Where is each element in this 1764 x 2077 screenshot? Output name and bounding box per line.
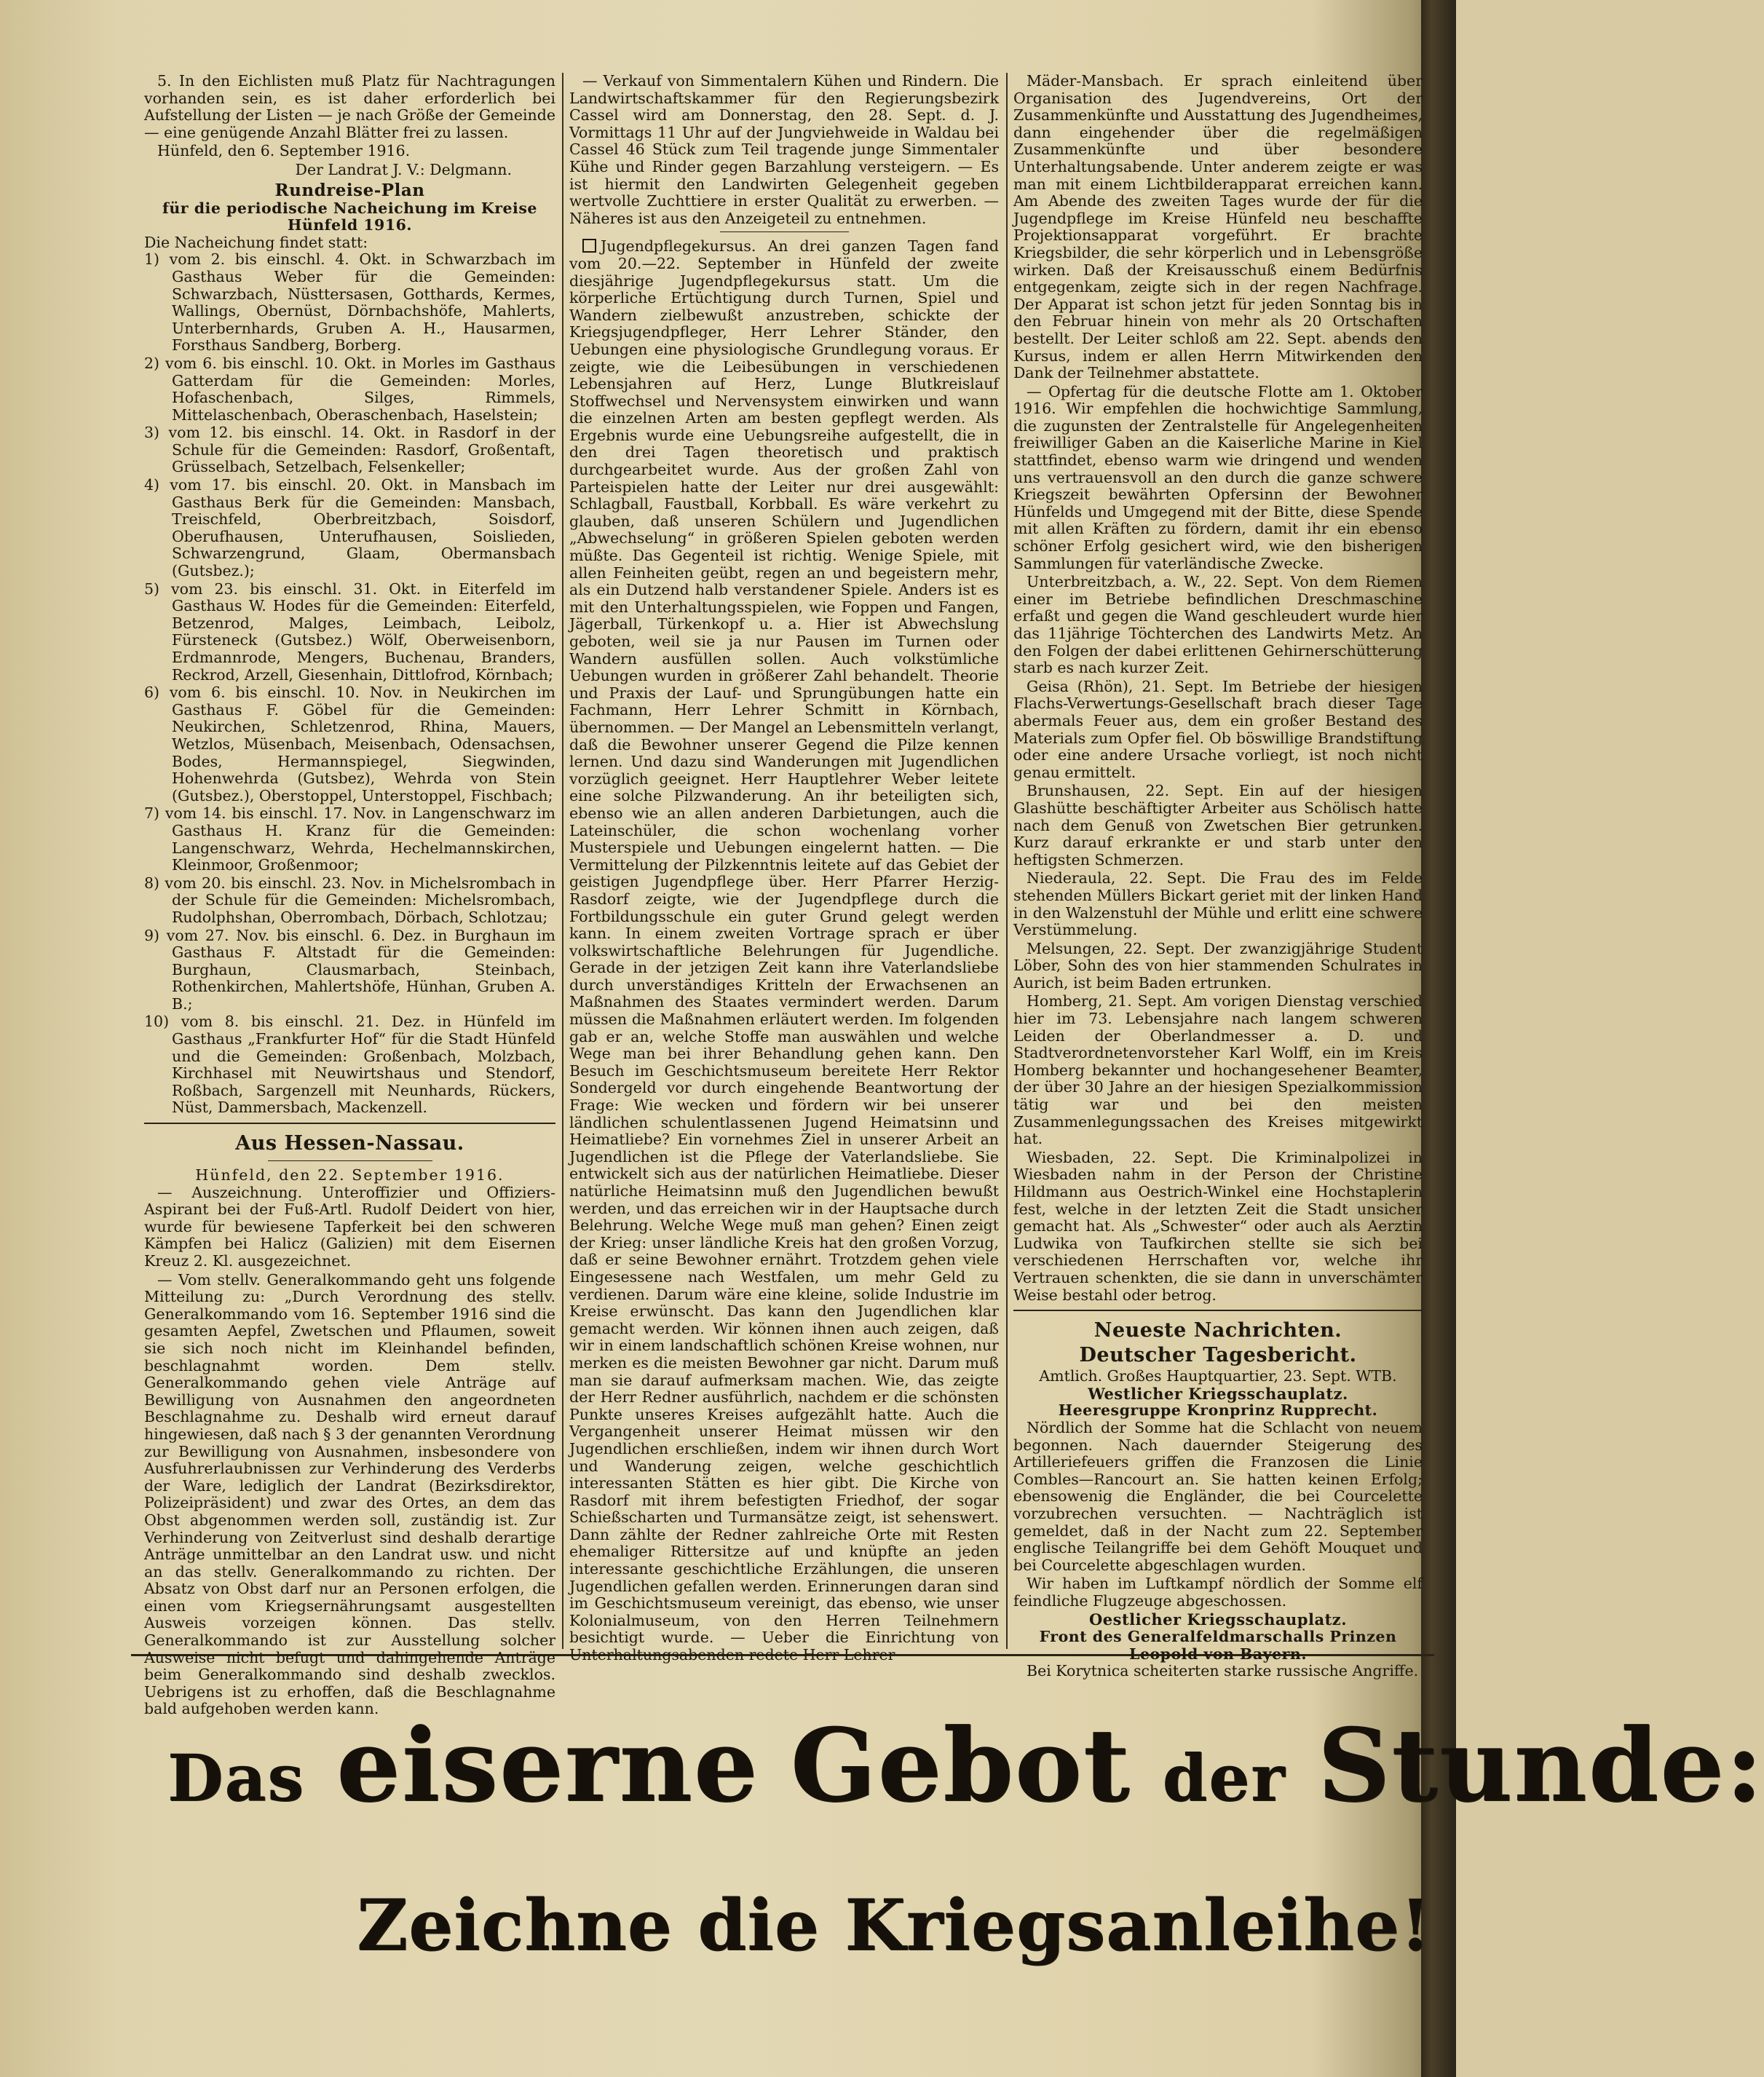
column-3 (1013, 72, 1423, 1680)
rundreise-intro: Die Nacheichung findet statt: (144, 233, 368, 251)
column-rule (1006, 73, 1008, 1649)
west-paragraph-2: Wir haben im Luftkampf nördlich der Somme elf feindliche Flugzeuge abgeschossen. (1013, 1575, 1423, 1610)
simmentaler-paragraph: — Verkauf von Simmentalern Kühen und Rindern. Die Landwirtschaftskammer für den Regierungsbezirk Cassel wird am Donnerstag, den 28. Sept. d. J. Vormittags 11 Uhr auf der Jungviehweide in Waldau bei Cassel 46 Stück zum Teil tragende junge Simmentaler Kühe und Rinder gegen Barzahlung versteigern. — Es ist hiermit den Landwirten Gelegenheit gegeben wertvolle Zuchttiere in erster Qualität zu erwerben. — Näheres ist aus den Anzeigeteil zu entnehmen. (569, 72, 999, 227)
melsungen-paragraph: Melsungen, 22. Sept. Der zwanzigjährige Student Löber, Sohn des von hier stammenden Schulrates in Aurich, ist beim Baden ertrunken. (1013, 939, 1423, 992)
intro-place-date: Hünfeld, den 6. September 1916. (157, 142, 411, 160)
intro-signature: Der Landrat J. V.: Delgmann. (295, 160, 512, 178)
east-paragraph-1: Bei Korytnica scheiterten starke russische Angriffe. (1027, 1662, 1419, 1680)
list-item: 10) vom 8. bis einschl. 21. Dez. in Hünfeld im Gasthaus „Frankfurter Hof“ für die Stadt Hünfeld und die Gemeinden: Großenbach, Molzbach, Kirchhasel mit Neuwirtshaus und Stendorf, Roßbach, Sargenzell mit Neunhards, Rückers, Nüst, Dammersbach, Mackenzell. (144, 1013, 555, 1117)
hessen-dateline: Hünfeld, den 22. September 1916. (195, 1166, 505, 1184)
list-item: 6) vom 6. bis einschl. 10. Nov. in Neukirchen im Gasthaus F. Göbel für die Gemeinden: Neukirchen, Schletzenrod, Rhina, Mauers, Wetzlos, Müsenbach, Meisenbach, Odensachsen, Bodes, Hermannspiegel, Siegwinden, Hohenwehrda (Gutsbez), Wehrda von Stein (Gutsbez.), Oberstoppel, Unterstoppel, Fischbach; (144, 684, 555, 804)
list-item: 7) vom 14. bis einschl. 17. Nov. in Langenschwarz im Gasthaus H. Kranz für die Gemeinden: Langenschwarz, Wehrda, Hechelmannskirchen, Kleinmoor, Großenmoor; (144, 804, 555, 874)
jugendpflegekursus-paragraph (569, 238, 999, 1663)
wiesbaden-paragraph: Wiesbaden, 22. Sept. Die Kriminalpolizei in Wiesbaden nahm in der Person der Christine Hildmann aus Oestrich-Winkel eine Hochstaplerin fest, welche in der letzten Zeit die Stadt unsicher gemacht hat. Als „Schwester“ oder auch als Aerztin Ludwika von Taufkirchen stellte sie sich bei verschiedenen Herrschaften vor, welche ihr Vertrauen schenkten, die sie dann in unverschämter Weise bestahl oder betrog. (1013, 1148, 1423, 1304)
ad-word: Das (167, 1740, 305, 1816)
unterbreitzbach-paragraph: Unterbreitzbach, a. W., 22. Sept. Von dem Riemen einer im Betriebe befindlichen Dreschmaschine erfaßt und gegen die Wand geschleudert wurde hier das 11jährige Töchterchen des Landwirts Metz. An den Folgen der dabei erlittenen Gehirnerschütterung starb es nach kurzer Zeit. (1013, 573, 1423, 677)
hessen-title: Aus Hessen-Nassau. (235, 1132, 464, 1155)
section-rule (1013, 1310, 1423, 1311)
ad-subline: Zeichne die Kriegsanleihe! (357, 1884, 1432, 1966)
eichlisten-paragraph: 5. In den Eichlisten muß Platz für Nachtragungen vorhanden sein, es ist daher erforderlich bei Aufstellung der Listen — je nach Größe der Gemeinde — eine genügende Anzahl Blätter frei zu lassen. (144, 72, 555, 141)
column-2 (569, 72, 999, 1664)
niederaula-paragraph: Niederaula, 22. Sept. Die Frau des im Felde stehenden Müllers Bickart geriet mit der linken Hand in den Walzenstuhl der Mühle und erlitt eine schwere Verstümmelung. (1013, 869, 1423, 939)
ad-headline (167, 1706, 1764, 1832)
report-dateline: Amtlich. Großes Hauptquartier, 23. Sept. WTB. (1039, 1367, 1397, 1385)
geisa-paragraph: Geisa (Rhön), 21. Sept. Im Betriebe der hiesigen Flachs-Verwertungs-Gesellschaft brach dieser Tage abermals Feuer aus, dem ein großer Bestand des Materials zum Opfer fiel. Ob böswillige Brandstiftung oder eine andere Ursache vorliegt, ist noch nicht genau ermittelt. (1013, 677, 1423, 781)
column-1 (144, 72, 555, 1718)
list-item: 1) vom 2. bis einschl. 4. Okt. in Schwarzbach im Gasthaus Weber für die Gemeinden: Schwarzbach, Nüsttersasen, Gotthards, Kermes, Wallings, Obernüst, Dörnbachshöfe, Mahlerts, Unterbernhards, Gruben A. H., Hausarmen, Forsthaus Sandberg, Borberg. (144, 250, 555, 355)
ad-word: eiserne (336, 1706, 759, 1824)
east-front: Front des Generalfeldmarschalls Prinzen Leopold von Bayern. (1039, 1628, 1397, 1663)
opfertag-paragraph: — Opfertag für die deutsche Flotte am 1. Oktober 1916. Wir empfehlen die hochwichtige Sammlung, die zugunsten der Zentralstelle für Angelegenheiten freiwilliger Gaben an die Kaiserliche Marine in Kiel stattfindet, ebenso warm wie dringend und wenden uns vertrauensvoll an den durch die ganze schwere Kriegszeit bewährten Opfersinn der Bewohner Hünfelds und Umgegend mit der Bitte, diese Spende mit allen Kräften zu fördern, damit ihr ein ebenso schöner Erfolg gesichert wird, wie den bisherigen Sammlungen für vaterländische Zwecke. (1013, 382, 1423, 572)
list-item: 9) vom 27. Nov. bis einschl. 6. Dez. in Burghaun im Gasthaus F. Altstadt für die Gemeinden: Burghaun, Clausmarbach, Steinbach, Rothenkirchen, Mahlertshöfe, Hünhan, Gruben A. B.; (144, 926, 555, 1013)
list-item: 5) vom 23. bis einschl. 31. Okt. in Eiterfeld im Gasthaus W. Hodes für die Gemeinden: Eiterfeld, Betzenrod, Malges, Leimbach, Leibolz, Fürsteneck (Gutsbez.) Wölf, Oberweisenborn, Erdmannrode, Mengers, Buchenau, Branders, Reckrod, Arzell, Giesenhain, Dittlofrod, Körnbach; (144, 579, 555, 684)
list-item: 4) vom 17. bis einschl. 20. Okt. in Mansbach im Gasthaus Berk für die Gemeinden: Mansbach, Treischfeld, Oberbreitzbach, Soisdorf, Oberufhausen, Unterufhausen, Soislieden, Schwarzengrund, Glaam, Obermansbach (Gutsbez.); (144, 476, 555, 580)
homberg-paragraph: Homberg, 21. Sept. Am vorigen Dienstag verschied hier im 73. Lebensjahre nach langem schweren Leiden der Oberlandmesser a. D. und Stadtverordnetenvorsteher Karl Wolff, ein im Kreis Homberg bekannter und hochangesehener Beamter, der über 30 Jahre an der hiesigen Spezialkommission tätig war und bei den meisten Zusammenlegungssachen des Kreises mitgewirkt hat. (1013, 992, 1423, 1148)
list-item: 8) vom 20. bis einschl. 23. Nov. in Michelsrombach in der Schule für die Gemeinden: Michelsrombach, Rudolphshan, Oberrombach, Dörbach, Schlotzau; (144, 874, 555, 926)
west-group: Heeresgruppe Kronprinz Rupprecht. (1058, 1401, 1378, 1420)
checkbox-glyph (582, 239, 596, 253)
maeder-paragraph: Mäder-Mansbach. Er sprach einleitend über Organisation des Jugendvereins, Ort der Zusammenkünfte und Ausstattung des Jugendheimes, dann eingehender über die regelmäßigen Zusammenkünfte und über besondere Unterhaltungsabende. Unter anderem zeigte er was man mit einem Lichtbilderapparat erreichen kann. Am Abende des zweiten Tages wurde der für die Jugendpflege im Kreise Hünfeld neu beschaffte Projektionsapparat vorgeführt. Er brachte Kriegsbilder, die sehr körperlich und in Lebensgröße wirken. Daß der Kreisausschuß einem Bedürfnis entgegenkam, zeigte sich in der regen Nachfrage. Der Apparat ist schon jetzt für jeden Sonntag bis in den Februar hinein von mehr als 20 Ortschaften bestellt. Der Leiter schloß am 22. Sept. abends den Kursus, indem er allen Herrn Mitwirkenden den Dank der Teilnehmer abstattete. (1013, 72, 1423, 382)
war-loan-advertisement (138, 1667, 1764, 2075)
generalkommando-paragraph: — Vom stellv. Generalkommando geht uns folgende Mitteilung zu: „Durch Verordnung des stellv. Generalkommando vom 16. September 1916 sind die gesamten Aepfel, Zwetschen und Pflaumen, soweit sie sich noch nicht im Kleinhandel befinden, beschlagnahmt worden. Dem stellv. Generalkommando gehen viele Anträge auf Bewilligung von Ausnahmen den angeordneten Beschlagnahme zu. Deshalb wird erneut darauf hingewiesen, daß nach § 3 der genannten Verordnung zur Bewilligung von Ausnahmen, insbesondere von Ausfuhrerlaubnissen zur Verhinderung des Verderbs der Ware, lediglich der Landrat (Bezirksdirektor, Polizeipräsident) und zwar des Ortes, an dem das Obst abgenommen werden soll, zuständig ist. Zur Verhinderung von Zeitverlust sind deshalb derartige Anträge unmittelbar an den Landrat usw. und nicht an das stellv. Generalkommando zu richten. Der Absatz von Obst darf nur an Personen erfolgen, die einen vom Kriegsernährungsamt ausgestellten Ausweis vorzeigen können. Das stellv. Generalkommando ist zur Ausstellung solcher Ausweise nicht befugt und dahingehende Anträge beim Generalkommando sind deshalb zwecklos. Uebrigens ist zu erhoffen, daß die Beschlagnahme bald aufgehoben werden kann. (144, 1270, 555, 1718)
jugendpflegekursus-text: Jugendpflegekursus. An drei ganzen Tagen fand vom 20.—22. September in Hünfeld der zweite diesjährige Jugendpflegekursus statt. Um die körperliche Ertüchtigung durch Turnen, Spiel und Wandern zielbewußt anzustreben, schickte der Kriegsjugendpfleger, Herr Lehrer Ständer, den Uebungen eine physiologische Grundlegung voraus. Er zeigte, wie die Leibesübungen in verschiedenen Lebensjahren auf Herz, Lunge Blutkreislauf Stoffwechsel und Nervensystem einwirken und wann die einzelnen Arten am besten gepflegt werden. Als Ergebnis wurde eine Uebungsreihe aufgestellt, die in den drei Tagen theoretisch und praktisch durchgearbeitet wurde. Aus der großen Zahl von Parteispielen hatte der Leiter nur drei ausgewählt: Schlagball, Faustball, Korbball. Es wäre verkehrt zu glauben, daß unseren Schülern und Jugendlichen „Abwechselung“ in größeren Spielen geboten werden müßte. Das Gegenteil ist richtig. Wenige Spiele, mit allen Feinheiten geübt, regen an und begeistern mehr, als ein Dutzend halb verstandener Spiele. Anders ist es mit den Unterhaltungsspielen, wie Foppen und Fangen, Jägerball, Türkenkopf u. a. Hier ist Abwechslung geboten, weil sie ja nur Pausen im Turnen oder Wandern ausfüllen sollen. Auch volkstümliche Uebungen wurden in größerer Zahl behandelt. Theorie und Praxis der Lauf- und Sprungübungen hatte ein Fachmann, Herr Lehrer Schmitt in Körnbach, übernommen. — Der Mangel an Lebensmitteln verlangt, daß die Bewohner unserer Gegend die Pilze kennen lernen. Und dazu sind Wanderungen mit Jugendlichen vorzüglich geeignet. Herr Hauptlehrer Weber leitete eine solche Pilzwanderung. An ihr beteiligten sich, ebenso wie an allen anderen Darbietungen, auch die Lateinschüler, die schon wochenlang vorher Musterspiele und Uebungen eingelernt hatten. — Die Vermittelung der Pilzkenntnis leitete auf das Gebiet der geistigen Jugendpflege über. Herr Pfarrer Herzig-Rasdorf zeigte, wie der Jugendpflege durch die Fortbildungsschule ein guter Grund gelegt werden kann. In einem zweiten Vortrage sprach er über volkswirtschaftliche Belehrungen für Jugendliche. Gerade in der jetzigen Zeit kann ihre Vaterlandsliebe durch unverständiges Kritteln der Erwachsenen an Maßnahmen des Staates vermindert werden. Darum müssen die Maßnahmen erläutert werden. Im folgenden gab er an, welche Stoffe man auswählen und welche Wege man bei ihrer Behandlung gehen kann. Den Besuch im Geschichtsmuseum bereitete Herr Rektor Sondergeld vor durch eingehende Beantwortung der Frage: Wie wecken und fördern wir bei unserer ländlichen schulentlassenen Jugend Heimatsinn und Heimatliebe? Ein vornehmes Ziel in unserer Arbeit an Jugendlichen ist die Pflege der Vaterlandsliebe. Sie entwickelt sich aus der natürlichen Heimatliebe. Dieser natürliche Heimatsinn muß den Jugendlichen bewußt werden, und das erreichen wir in der Hauptsache durch Belehrung. Welche Wege muß man gehen? Einen zeigt der Krieg: unser ländliche Kreis hat den großen Vorzug, daß er seine Bewohner ernährt. Trotzdem gehen viele Eingesessene nach Westfalen, um mehr Geld zu verdienen. Darum wäre eine kleine, solide Industrie im Kreise erwünscht. Das kann den Jugendlichen klar gemacht werden. Wir können ihnen auch zeigen, daß wir in einem landschaftlich schönen Kreise wohnen, nur merken es die meisten Bewohner gar nicht. Darum muß man sie darauf aufmerksam machen. Wie, das zeigte der Herr Redner ausführlich, nachdem er die schönsten Punkte unseres Kreises aufgezählt hatte. Auch die Vergangenheit unserer Heimat müssen wir den Jugendlichen erschließen, indem wir ihnen durch Wort und Wanderung zeigen, welche geschichtlich interessanten Stätten es hier gibt. Die Kirche von Rasdorf mit ihrem befestigten Friedhof, der sogar Schießscharten und Turmansätze zeigt, ist sehenswert. Dann zählte der Redner zahlreiche Orte mit Resten ehemaliger Rittersitze auf und knüpfte an jeden interessante geschichtliche Erzählungen, die unseren Jugendlichen gefallen werden. Erinnerungen daran sind im Geschichtsmuseum vereinigt, das ebenso, wie unser Kolonialmuseum, von den Herren Teilnehmern besichtigt wurde. — Ueber die Einrichtung von Unterhaltungsabenden redete Herr Lehrer (569, 237, 999, 1664)
column-rule (562, 73, 563, 1649)
section-rule (268, 1160, 432, 1161)
ad-word: der (1162, 1740, 1286, 1816)
list-item: 3) vom 12. bis einschl. 14. Okt. in Rasdorf in der Schule für die Gemeinden: Rasdorf, Großentaft, Grüsselbach, Setzelbach, Felsenkeller; (144, 424, 555, 476)
brunshausen-paragraph: Brunshausen, 22. Sept. Ein auf der hiesigen Glashütte beschäftigter Arbeiter aus Schölisch hatte nach dem Genuß von Zwetschen Bier getrunken. Kurz darauf erkrankte er und starb unter den heftigsten Schmerzen. (1013, 782, 1423, 869)
report-title: Deutscher Tagesbericht. (1079, 1344, 1357, 1367)
news-title: Neueste Nachrichten. (1093, 1319, 1342, 1342)
section-rule (144, 1123, 555, 1124)
rundreise-subtitle: für die periodische Nacheichung im Kreise Hünfeld 1916. (162, 199, 537, 234)
east-title: Oestlicher Kriegsschauplatz. (1088, 1610, 1348, 1629)
list-item: 2) vom 6. bis einschl. 10. Okt. in Morles im Gasthaus Gatterdam für die Gemeinden: Morles, Hofaschenbach, Silges, Rimmels, Mittelaschenbach, Oberaschenbach, Haselstein; (144, 354, 555, 424)
ad-word: Stunde: (1317, 1706, 1764, 1824)
ad-word: Gebot (790, 1706, 1131, 1824)
west-paragraph-1: Nördlich der Somme hat die Schlacht von neuem begonnen. Nach dauernder Steigerung des Artilleriefeuers griffen die Franzosen die Linie Combles—Rancourt an. Sie hatten keinen Erfolg; ebensowenig die Engländer, die bei Courcelette vorzubrechen versuchten. — Nachträglich ist gemeldet, daß in der Nacht zum 22. September englische Teilangriffe bei dem Gehöft Mouquet und bei Courcelette abgeschlagen wurden. (1013, 1418, 1423, 1574)
rundreise-list (144, 251, 555, 1117)
west-title: Westlicher Kriegsschauplatz. (1088, 1384, 1348, 1403)
auszeichnung-paragraph: — Auszeichnung. Unteroffizier und Offiziers-Aspirant bei der Fuß-Artl. Rudolf Deidert von hier, wurde für bewiesene Tapferkeit bei den schweren Kämpfen bei Halicz (Galizien) mit dem Eisernen Kreuz 2. Kl. ausgezeichnet. (144, 1183, 555, 1270)
rundreise-title: Rundreise-Plan (274, 180, 425, 200)
